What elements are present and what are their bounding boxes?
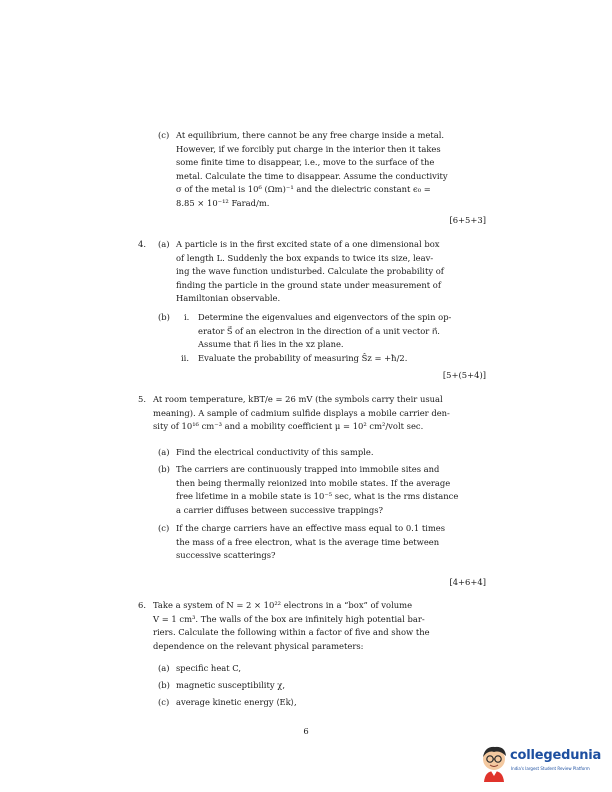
q6-intro-line: Take a system of N = 2 × 10²² electrons in a “box” of volume	[153, 600, 413, 610]
q5b-line: then being thermally reionized into mobile states. If the average	[176, 477, 451, 488]
q5b-line: The carriers are continuously trapped into immobile sites and	[176, 464, 440, 474]
q5-number: 5.	[138, 394, 146, 404]
q3c-label: (c)	[158, 130, 170, 140]
q5-intro-line: sity of 10¹⁶ cm⁻³ and a mobility coefficient μ = 10² cm²/volt sec.	[153, 421, 424, 432]
marks-q3: [6+5+3]	[449, 215, 486, 225]
q4a-line: ing the wave function undisturbed. Calculate the probability of	[176, 266, 444, 277]
q6a-label: (a)	[158, 663, 170, 673]
q3c-line: σ of the metal is 10⁶ (Ωm)⁻¹ and the dielectric constant ϵ₀ =	[176, 184, 431, 195]
q4bi-line: Determine the eigenvalues and eigenvectors of the spin op-	[198, 312, 452, 322]
collegedunia-logo	[480, 744, 606, 784]
student-mascot-icon	[480, 744, 510, 782]
q6b-text: magnetic susceptibility χ,	[176, 680, 285, 690]
q5b-text	[176, 463, 486, 517]
logo-wordmark: collegedunia	[510, 748, 602, 763]
q6-intro-line: V = 1 cm³. The walls of the box are infinitely high potential bar-	[153, 613, 425, 624]
q3c-line: metal. Calculate the time to disappear. Assume the conductivity	[176, 170, 448, 181]
q3c-text	[176, 129, 486, 211]
q4bi-text	[198, 311, 486, 352]
q6c-text: average kinetic energy ⟨Ek⟩,	[176, 697, 297, 707]
q5-intro	[153, 393, 486, 434]
q6b-label: (b)	[158, 680, 170, 690]
q3c-line: some finite time to disappear, i.e., move to the surface of the	[176, 157, 435, 168]
q4bii-label: ii.	[181, 353, 190, 363]
q6c-label: (c)	[158, 697, 170, 707]
q6-intro	[153, 599, 486, 653]
q5-intro-line: At room temperature, kBT/e = 26 mV (the symbols carry their usual	[153, 394, 443, 404]
q6-number: 6.	[138, 600, 146, 610]
logo-tagline: India's largest Student Review Platform	[511, 766, 590, 771]
q5a-text: Find the electrical conductivity of this sample.	[176, 447, 374, 457]
q5c-line: If the charge carriers have an effective mass equal to 0.1 times	[176, 523, 446, 533]
q4bii-text: Evaluate the probability of measuring Ŝz = +ħ/2.	[198, 353, 408, 363]
q4a-line: Hamiltonian observable.	[176, 293, 281, 304]
q4-number: 4.	[138, 239, 146, 249]
q5c-label: (c)	[158, 523, 170, 533]
q4b-label: (b)	[158, 312, 170, 322]
q6a-text: specific heat C,	[176, 663, 242, 673]
q5a-label: (a)	[158, 447, 170, 457]
q6-intro-line: dependence on the relevant physical parameters:	[153, 640, 364, 651]
q6-intro-line: riers. Calculate the following within a factor of five and show the	[153, 627, 430, 638]
marks-q4: [5+(5+4)]	[442, 370, 486, 380]
q5c-line: successive scatterings?	[176, 550, 276, 561]
q3c-line: At equilibrium, there cannot be any free charge inside a metal.	[176, 130, 445, 140]
q5b-line: free lifetime in a mobile state is 10⁻⁵ sec, what is the rms distance	[176, 491, 459, 502]
q5c-text	[176, 522, 486, 563]
q4bi-line: Assume that n⃗ lies in the xz plane.	[198, 339, 344, 350]
q4a-line: A particle is in the first excited state of a one dimensional box	[176, 239, 440, 249]
q3c-line: However, if we forcibly put charge in the interior then it takes	[176, 143, 441, 154]
q4a-line: of length L. Suddenly the box expands to twice its size, leav-	[176, 252, 434, 263]
q5b-line: a carrier diffuses between successive trappings?	[176, 504, 384, 515]
q4bi-label: i.	[184, 312, 190, 322]
q5b-label: (b)	[158, 464, 170, 474]
q4a-line: finding the particle in the ground state under measurement of	[176, 279, 441, 290]
q4bi-line: erator S⃗ of an electron in the direction of a unit vector n⃗.	[198, 325, 440, 336]
marks-q5: [4+6+4]	[449, 577, 486, 587]
page-number: 6	[303, 726, 309, 736]
q5c-line: the mass of a free electron, what is the average time between	[176, 536, 440, 547]
q4a-label: (a)	[158, 239, 170, 249]
q4a-text	[176, 238, 486, 306]
q5-intro-line: meaning). A sample of cadmium sulfide displays a mobile carrier den-	[153, 407, 450, 418]
q3c-line: 8.85 × 10⁻¹² Farad/m.	[176, 197, 270, 208]
